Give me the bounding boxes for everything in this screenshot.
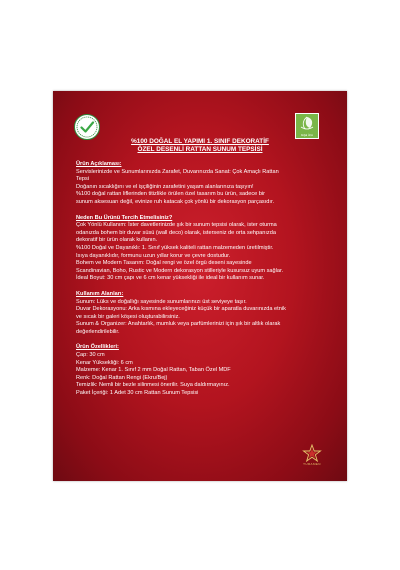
section-usage-areas <box>76 291 332 337</box>
star-brand-icon <box>302 444 322 462</box>
text-line: dekoratif bir ürün olarak kullanın. <box>76 237 158 244</box>
text-line: sunum aksesuarı değil, evinize ruh katacak çok yönlü bir dekorasyon parçasıdır. <box>76 198 275 205</box>
section-product-description <box>76 161 332 207</box>
page-title <box>93 138 307 154</box>
leaf-badge-icon <box>295 113 319 139</box>
text-line: Çap: 30 cm <box>76 352 105 359</box>
checkmark-seal-icon <box>74 114 100 140</box>
section-product-features <box>76 344 332 397</box>
text-line: Sunum: Lüks ve doğallığı sayesinde sunumlarınızı üst seviyeye taşır. <box>76 298 247 305</box>
text-line: Malzeme: Kenar 1. Sınıf 2 mm Doğal Rattan, Taban Özel MDF <box>76 367 231 374</box>
section-heading: Ürün Açıklaması: <box>76 161 122 167</box>
text-line: Çok Yönlü Kullanım: İster davetlerinizde şık bir sunum tepsisi olarak, ister oturma <box>76 222 277 229</box>
text-line: Duvar Dekorasyonu: Arka kısmına ekleyeceğiniz küçük bir aparatla duvarınızda etnik <box>76 306 286 313</box>
description-body <box>76 161 332 406</box>
text-line: Paket İçeriği: 1 Adet 30 cm Rattan Sunum Tepsisi <box>76 390 199 397</box>
section-heading: Ürün Özellikleri: <box>76 344 119 351</box>
text-line: Isıya dayanıklıdır, formunu uzun yıllar korur ve çevre dostudur. <box>76 252 231 259</box>
text-line: Bohem ve Modern Tasarım: Doğal rengi ve özel örgü deseni sayesinde <box>76 260 252 267</box>
text-line: Servislerinizde ve Sunumlarınızda Zarafet, Duvarınızda Sanat: Çok Amaçlı Rattan <box>76 168 279 175</box>
title-line: %100 DOĞAL EL YAPIMI 1. SINIF DEKORATİF <box>131 138 269 145</box>
text-line: %100 doğal rattan liflerinden titizlikle örülen özel tasarım bu ürün, sadece bir <box>76 191 266 198</box>
brand-caption: TURAMEN <box>303 462 321 466</box>
text-line: odanızda bohem bir duvar süsü (wall deco) olarak, isterseniz de orta sehpanızda <box>76 229 276 236</box>
text-line: Tepsi <box>76 176 90 183</box>
section-heading: Kullanım Alanları: <box>76 290 124 297</box>
text-line: ve sıcak bir galeri köşesi oluşturabilirsiniz. <box>76 313 180 320</box>
section-heading: Neden Bu Ürünü Tercih Etmelisiniz? <box>76 214 173 221</box>
text-line: İdeal Boyut: 30 cm çapı ve 6 cm kenar yüksekliği ile ideal bir kullanım sunar. <box>76 275 265 282</box>
text-line: %100 Doğal ve Dayanıklı: 1. Sınıf yüksek kaliteli rattan malzemeden üretilmiştir. <box>76 244 274 251</box>
text-line: Doğanın sıcaklığını ve el işçiliğinin zarafetini yaşam alanlarınıza taşıyın! <box>76 183 254 190</box>
text-line: Renk: Doğal Rattan Rengi (Ekru/Bej) <box>76 374 168 381</box>
text-line: Kenar Yüksekliği: 6 cm <box>76 359 133 366</box>
title-line: ÖZEL DESENLİ RATTAN SUNUM TEPSİSİ <box>137 146 263 153</box>
brand-logo <box>296 444 328 468</box>
text-line: değerlendirilebilir. <box>76 328 120 335</box>
leaf-badge-caption: Doğal Ürün <box>300 134 314 137</box>
text-line: Scandinavian, Boho, Rustic ve Modern dekorasyon stilleriyle kusursuz uyum sağlar. <box>76 267 284 274</box>
text-line: Temizlik: Nemli bir bezle silinmesi önerilir. Suya daldırmayınız. <box>76 382 230 389</box>
product-info-card <box>53 91 347 481</box>
section-why-choose <box>76 215 332 283</box>
text-line: Sunum & Organizer: Anahtarlık, mumluk veya parfümlerinizi için şık bir altlık olarak <box>76 321 281 328</box>
